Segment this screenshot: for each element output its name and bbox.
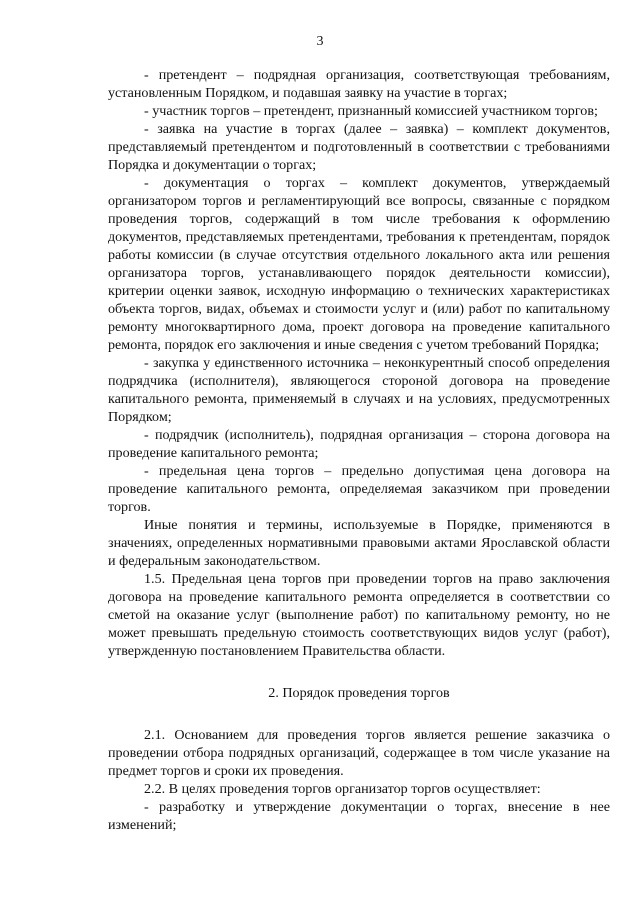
paragraph-definition-applicant: - претендент – подрядная организация, соответствующая требованиям, установленным Порядком, и подавшая заявку на участие в торгах; bbox=[108, 67, 610, 101]
paragraph-definition-participant: - участник торгов – претендент, признанный комиссией участником торгов; bbox=[144, 103, 598, 119]
paragraph-2-1: 2.1. Основанием для проведения торгов является решение заказчика о проведении отбора подрядных организаций, содержащее в том числе указание на предмет торгов и сроки их проведения. bbox=[108, 727, 610, 779]
paragraph-1-5: 1.5. Предельная цена торгов при проведении торгов на право заключения договора на проведение капитального ремонта определяется в соответствии со сметой на оказание услуг (выполнение работ) по капитальному ремонту, но не может превышать предельную стоимость соответствующих видов услуг (работ), утвержденную постановлением Правительства области. bbox=[108, 571, 610, 659]
paragraph-2-2-item-1: - разработку и утверждение документации о торгах, внесение в нее изменений; bbox=[108, 799, 610, 833]
paragraph-2-2: 2.2. В целях проведения торгов организатор торгов осуществляет: bbox=[144, 781, 541, 797]
paragraph-definition-single-source: - закупка у единственного источника – неконкурентный способ определения подрядчика (исполнителя), являющегося стороной договора на проведение капитального ремонта, применяемый в случаях и на условиях, предусмотренных Порядком; bbox=[108, 355, 610, 425]
paragraph-other-terms: Иные понятия и термины, используемые в Порядке, применяются в значениях, определенных нормативными правовыми актами Ярославской области и федеральным законодательством. bbox=[108, 517, 610, 569]
page-number: 3 bbox=[316, 34, 324, 49]
paragraph-definition-documentation: - документация о торгах – комплект документов, утверждаемый организатором торгов и регламентирующий все вопросы, связанные с порядком проведения торгов, содержащий в том числе требования к оформлению документов, представляемых претендентами, требования к претендентам, порядок работы комиссии (в случае отсутствия отдельного локального акта или решения организатора торгов, устанавливающего порядок деятельности комиссии), критерии оценки заявок, исходную информацию о технических характеристиках объекта торгов, видах, объемах и стоимости услуг и (или) работ по капитальному ремонту многоквартирного дома, проект договора на проведение капитального ремонта, порядок его заключения и иные сведения с учетом требований Порядка; bbox=[108, 175, 610, 353]
paragraph-definition-application: - заявка на участие в торгах (далее – заявка) – комплект документов, представляемый претендентом и подготовленный в соответствии с требованиями Порядка и документации о торгах; bbox=[108, 121, 610, 173]
section-title: 2. Порядок проведения торгов bbox=[268, 685, 450, 701]
paragraph-definition-contractor: - подрядчик (исполнитель), подрядная организация – сторона договора на проведение капитального ремонта; bbox=[108, 427, 610, 461]
paragraph-definition-max-price: - предельная цена торгов – предельно допустимая цена договора на проведение капитального ремонта, определяемая заказчиком при проведении торгов. bbox=[108, 463, 610, 515]
document-body bbox=[108, 66, 610, 834]
